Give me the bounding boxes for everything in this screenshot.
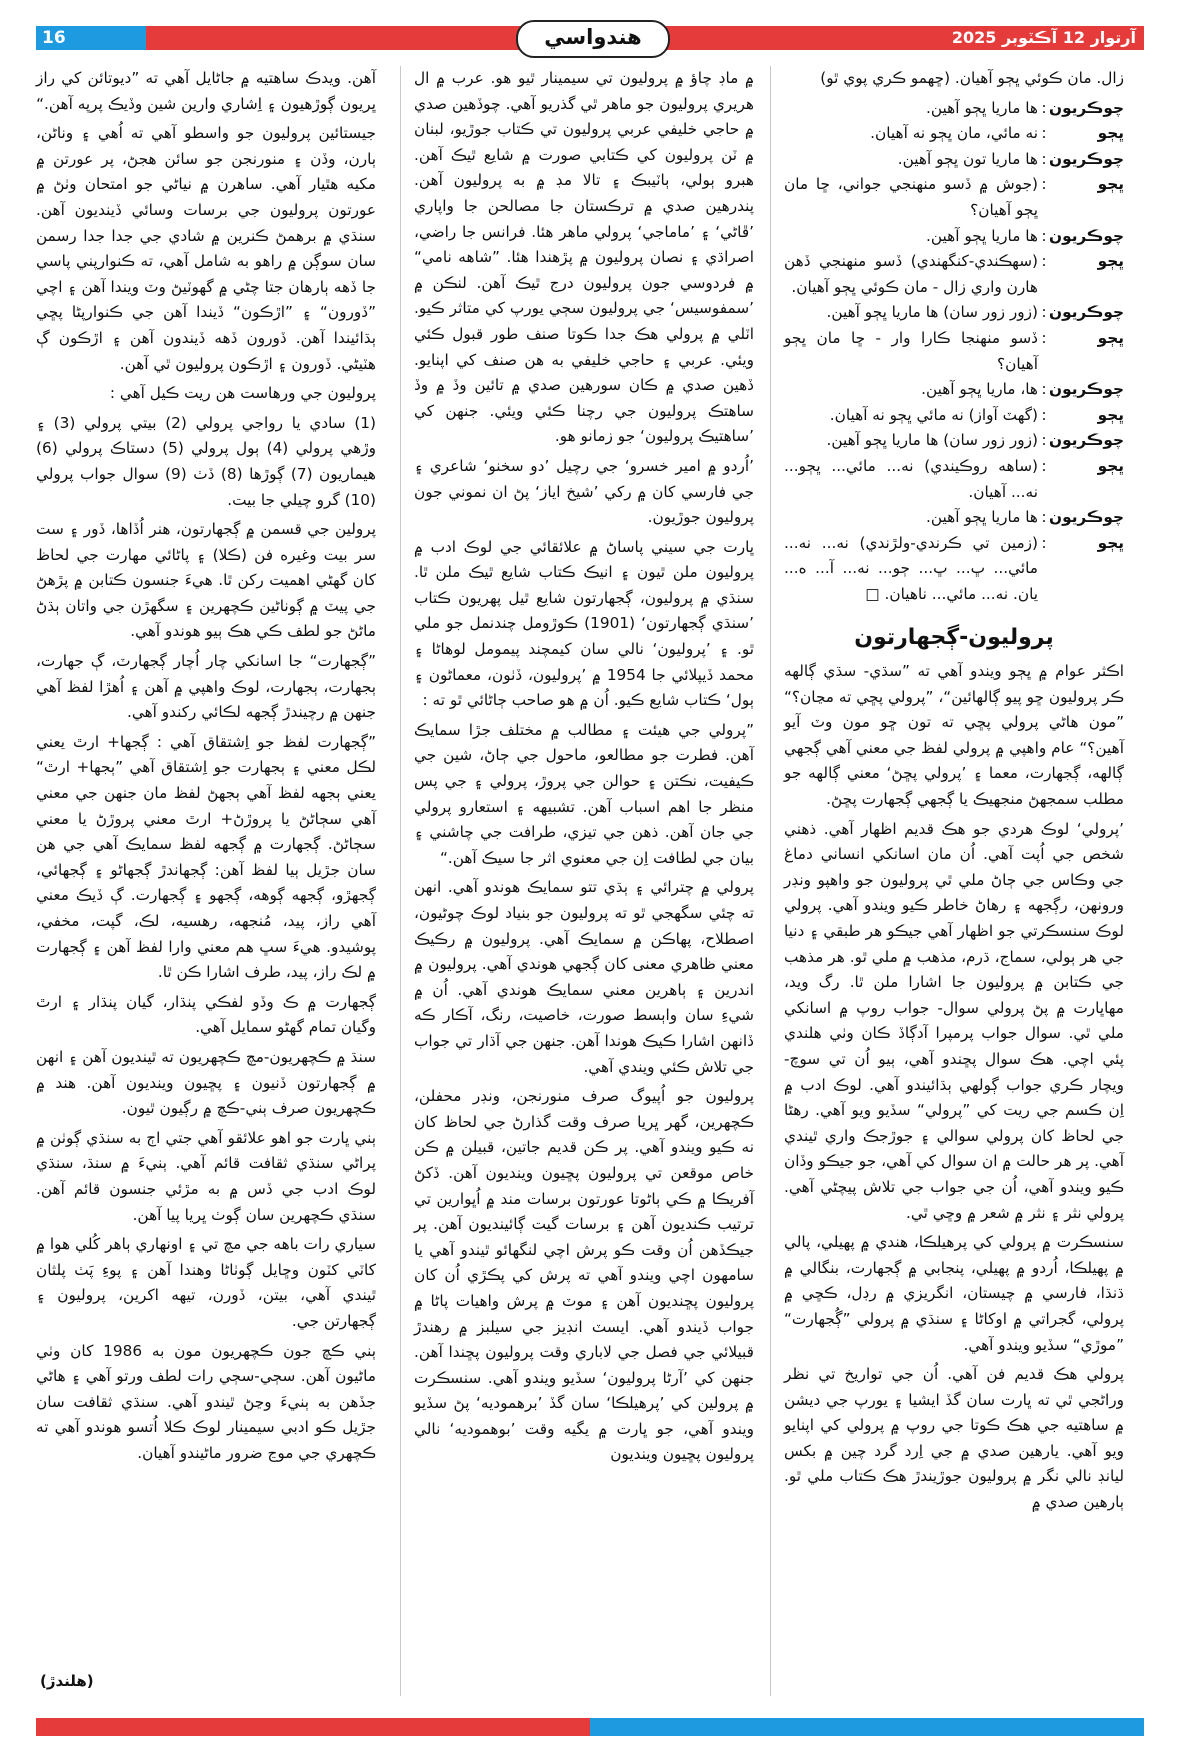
speaker-name: ڀڄو [1097,175,1124,194]
speaker-colon: : [1041,431,1047,450]
dialogue-line: (ساهه روڪيندي) نه... مائي... ڀڄو... نه... آهيان. [784,456,1038,501]
speaker-colon: : [1041,252,1047,271]
speaker-name: چوڪريون [1049,226,1124,245]
paragraph: پرولين جي قسمن ۾ ڳجهارتون، هنر اُڏاها، ڏور ۽ ست سر بيت وغيره فن (ڪلا) ۽ پاڻائي مهارت جي لحاظ کان گهڻي اهميت رکن ٿا. هيءَ جنسون ڪتابن ۾ پڙهڻ جي پيٽ ۾ ڳوناڻين ڪچهرين ۽ سگهڙن جي واتان ٻڌڻ ماڻڻ جو لطف ڪي هڪ ٻيو هوندو آهي. [36,520,376,641]
speaker-colon: : [1041,124,1047,143]
dialogue-row [784,428,1124,454]
article-body-left [36,66,376,1466]
dialogue-list [784,96,1124,608]
article-heading: پروليون-ڳجهارتون [854,625,1054,651]
dialogue-row [784,121,1124,147]
paragraph: سنڌ ۾ ڪچهريون-مچ ڪچهريون ته ٿينديون آهن ۽ انهن ۾ ڳجهارتون ڏنيون ۽ پڇيون وينديون آهن. هند ۾ ڪچهريون صرف ٻني-ڪچ ۾ رڳيون ٿيون. [36,1047,376,1118]
paragraph: پرولي ۾ چترائي ۽ ٻڌي تتو سمايڪ هوندو آهي. انهن ته چئي سگهجي ٿو ته پروليون جو بنياد لوڪ چوڻيون، اصطلاح، پهاڪن ۾ سمايڪ آهي. پروليون ۾ رڪيڪ معني ظاهري معنى کان ڳجهي هوندي آهي. پروليون ۾ اندرين ۽ ٻاهرين معني سمايڪ هوندي آهي. اُن ۾ شيءِ سان واٻسط صورت، خاصيت، رنگ، آڪار ڪه ڏانهن اشارا ڪيڪ هوندا آهن. جنهن جي آڌار تي جواب جي تلاش ڪئي ويندي آهي. [414,878,754,1076]
continued-mark: (هلندڙ) [40,1672,94,1690]
paragraph: اڪثر عوام ۾ ڀڄو ويندو آهي ته ”سڌي- سڌي ڳالهه ڪر پروليون ڇو پيو ڳالهائين“، ”پرولي پڇي ته مڃان؟“ ”مون هاڻي پرولي پڇي ته تون ڇو مون وٽ آيو آهين؟“ عام واهپي ۾ پرولي لفظ جي معني آهي ڳجهي ڳالهه، ڳجهارت، معما ۽ ’پرولي پڇڻ‘ معني ڳالهه جو مطلب سمجهڻ منجهيڪ يا ڳجهي ڳجهارت پڇڻ. [784,662,1124,809]
dialogue-line: ها ماريا ڀڄو آهين. [926,508,1038,527]
speaker-name: ڀڄو [1097,456,1124,475]
footer-red-band [36,1718,590,1736]
column-right [784,66,1124,1520]
paragraph: ”ڳجهارت لفظ جو اِشتقاق آهي : ڳجها+ ارٿ يعني لڪل معني ۽ ٻجهارت جو اِشتقاق آهي ”ٻجها+ ارٿ“ يعني ٻجهه لفظ آهي ٻجهڻ لفظ مان جنهن جي معني آهي سڄاڻڻ يا پروڙڻ+ ارٿ معني پروڙڻ يا معني سڄاڻڻ. ڳجهارت ۾ ڳجهه لفظ سمايڪ آهي جي هن سان جڙيل ٻيا لفظ آهن: ڳجهاندڙ ڳجهاڻو ۽ ڳجهائي، ڳجهڙو، ڳجهه ڳوهه، ڳجهو ۽ ڳجهارت. ڳ ڏيڪ معني آهي راز، پيد، مُنجهه، رهسيه، لڪ، گپت، مخفي، پوشيدو. هيءَ سڀ هم معني وارا لفظ آهن ۽ ڳجهارت ۾ لڪ راز، پيد، طرف اشارا ڪن ٿا. [36,732,376,982]
paragraph: پروليون جي ورهاست هن ريت ڪيل آهي : [109,384,376,403]
speaker-name: چوڪريون [1049,431,1124,450]
dialogue-line: ها ماريا ڀڄو آهين. [926,226,1038,245]
speaker-colon: : [1041,380,1047,399]
speaker-name: ڀڄو [1097,252,1124,271]
paragraph: ۾ ماڊ چاؤ ۾ پروليون تي سيمينار ٿيو هو. عرب ۾ ال هريري پروليون جو ماهر ٿي گذريو آهي. چوڏهين صدي ۾ حاجي خليفي عربي پروليون تي ڪتاب جوڙيو، لبنان ۾ ٽن پروليون کي ڪتابي صورت ۾ شايع ٿيڪ آهن. هبرو ٻولي، ٻاٽيبڪ ۽ تالا مڊ ۾ به پروليون آهن. پندرهين صدي ۾ ترڪستان جا مصالحن جا واپاري ’ڦاڻي‘ ۽ ’ماماجي‘ پرولي ماهر هئا. فرانس جا راضي، اصراڌي ۽ نصان پروليون ۾ پڙهندا هئا. ”شاهه نامي“ ۾ فردوسي جون پروليون درج ٿيڪ آهن. لنڪن ۾ ’سمفوسيس‘ جي پروليون سڄي يورپ کي متاثر ڪيو. اٽلي ۾ پرولي هڪ جدا ڪوتا صنف طور قبول ڪئي ويئي. عربي ۽ حاجي خليفي به هن صنف کي اپنايو. ڏهين صدي ۾ ڪان سورهين صدي ۾ تائين وڏ ۾ وڏ ساهتڪ پروليون جي رچنا ڪئي ويئي. جنهن کي ’ساهتيڪ پروليون‘ جو زمانو هو. [414,69,754,446]
paragraph: ’پرولي‘ لوڪ هردي جو هڪ قديم اظهار آهي. ذهني شخص جي اُپت آهي. اُن مان اسانکي انساني دماغ جي وڪاس جي ڄاڻ ملي ٿي پروليون جو واهپو ونڊر ورونهن، رڳجهه ۽ رهاڻ خاطر ڪيو ويندو آهي. پرولي لوڪ سنسڪرتي جو اظهار آهي جيڪو هر طبقي ۽ دنيا جي هر ٻولي، سماج، ڌرم، مذهب ۾ ملي ٿو. هر مذهب جي ڪتابن ۾ پروليون جا اشارا ملن ٿا. رگ ويد، مهاڀارت ۾ پڻ پرولي سوال- جواب روپ ۾ اسانکي ملي ٿي. سوال جواب پرمپرا آدڳاڏ ڪان وٺي هلندي پئي اچي. هڪ سوال پڇندو آهي، ٻيو اُن تي سوچ- ويچار ڪري جواب ڳولهي ٻڌائيندو آهي. لوڪ ادب ۾ اِن ڪسم جي ريت کي ”پرولي“ سڏيو ويو آهي. رهڻا جي لحاظ کان پرولي سوالي ۽ جوڙجڪ واري ٿيندي آهي. پر هر حالت ۾ ان سوال کي آهي، جو جيڪو وڏان ڪيو ويندو آهي، اُن جي جواب جي تلاش پيچڻي آهي. پرولي نثر ۽ نثر ۾ شعر ۾ وڇي ٿي. [784,819,1124,1222]
dialogue-row [784,249,1124,300]
speaker-name: ڀڄو [1097,405,1124,424]
speaker-colon: : [1041,328,1047,347]
speaker-colon: : [1041,303,1047,322]
speaker-colon: : [1041,456,1047,475]
paragraph: ٻني ڀارت جو اهو علائقو آهي جتي اڄ به سنڌي ڳوٺن ۾ پراڻي سنڌي ثقافت قائم آهي. ٻنيءَ ۾ سنڌ، سنڌي لوڪ ادب جي ڏس ۾ به مڙئي جنسون قائم آهن. سنڌي ڪچهرين سان ڳوٺ ڀريا پيا آهن. [36,1128,376,1224]
paragraph: (1) سادي يا رواجي پرولي (2) بيتي پرولي (3) ۽ وڙهي پرولي (4) ٻول پرولي (5) دستاڪ پرولي (6) هيماريون (7) ڳوڙها (8) ڏٺ (9) سوال جواب پرولي (10) گرو چيلي جا بيت. [36,413,377,509]
speaker-colon: : [1041,175,1047,194]
paragraph: ”پرولي جي هيئت ۽ مطالب ۾ مختلف جڙا سمايڪ آهن. فطرت جو مطالعو، ماحول جي ڄاڻ، شين جي ڪيفيت، نڪتن ۽ حوالن جي پروڙ، پرولي ۽ جي پس منظر جا اهم اسباب آهن. تشبيهه ۽ استعارو پرولي جي جان آهن. ذهن جي تيزي، طرافت جي چاشني ۽ بيان جي لطافت اِن جي معنوي اثر جا سيڪ آهن.“ [414,720,754,867]
article-body-middle [414,66,754,1468]
speaker-colon: : [1041,98,1047,117]
dialogue-line: (زمين تي ڪرندي-ولڙندي) نه... نه... مائي... ڀ... ڀ... ڄو... نه... آ... ه... يان. نه... مائي... ناهيان. □ [784,533,1038,603]
paragraph: ٻني ڪچ جون ڪچهريون مون به 1986 کان وٺي ماڻيون آهن. سڄي-سڄي رات لطف ورتو آهي ۽ هاڻي جڏهن به ٻنيءَ وڃڻ ٿيندو آهي. سنڌي ثقافت سان جڙيل ڪو ادبي سيمينار لوڪ ڪلا اُتسو هوندو آهي ته ڪچهري جي موڃ ضرور ماڻيندو آهيان. [36,1341,377,1462]
column-divider [400,66,401,1696]
paragraph: آهن. ويدڪ ساهتيه ۾ جاڻايل آهي ته ”ديوتائن کي راز ڀريون ڳوڙهيون ۽ اِشاري وارين شين وڏيڪ پرپه آهن.“ [36,69,376,113]
play-intro: زال. مان ڪوئي ڀڄو آهيان. (ڇهمو ڪري پوي ٿو) [820,69,1124,87]
dialogue-line: (گهٽ آواز) نه مائي ڀڄو نه آهيان. [829,405,1038,424]
dialogue-line: (زور زور سان) ها ماريا ڀڄو آهين. [826,431,1038,450]
page-footer [36,1718,1144,1736]
dialogue-line: ها، ماريا ڀڄو آهين. [921,380,1038,399]
speaker-colon: : [1041,405,1047,424]
dialogue-row [784,454,1124,505]
speaker-name: چوڪريون [1049,303,1124,322]
paragraph: پروليون جو اُپيوگ صرف منورنجن، ونڊر محفلن، ڪچهرين، گهر ڀريا صرف وقت گذارڻ جي لحاظ کان نه ڪيو ويندو آهي. پر ڪن قديم جاتين، قبيلن ۾ ڪن خاص موقعن تي پروليون پڇيون وينديون آهن. ڏکڻ آفريڪا ۾ ڪي ٻاڻوتا عورتون برسات مند ۾ اُڀوارين تي ترتيب ڪنديون آهن ۽ برسات گيت ڳائينديون آهن. پر جيڪڏهن اُن وقت ڪو پرش اچي لنگهائو ٿيندو آهي يا سامهون اچي ويندو آهي ته پرش کي پڪڙي اُن کان پروليون پڇنديون آهن ۽ موٽ ۾ پرش واهيات پاڻا ۾ جواب ڏيندو آهي. ايسٽ انڊيز جي سيلبز ۾ رهندڙ قبيلائي جي فصل جي لاباري وقت پروليون پڇندا آهن. جنهن کي ’آرڻا پروليون‘ سڏيو ويندو آهي. سنسڪرت ۾ پرولين کي ’پرهيلڪا‘ سان گڏ ’برهموديه‘ پڻ سڏيو ويندو آهي، جو ڀارت ۾ يگيه وقت ’بوهموديه‘ نالي پروليون پڇيون وينديون [414,1087,754,1464]
paragraph: سياري رات باهه جي مچ تي ۽ اونهاري ٻاهر کُلي هوا ۾ کاٽي کٽون وڇايل ڳوٺاڻا وهندا آهن ۽ پوءِ پَٺ پلثان ٿيندي آهي، بيتن، ڏورن، تيهه اکرين، پروليون ۽ ڳجهارتن جي. [36,1235,376,1330]
paragraph: ’اُردو ۾ امير خسرو‘ جي رچيل ’دو سخنو‘ شاعري ۽ جي فارسي کان ۾ رکي ’شيخ اياز‘ پڻ ان نموني جون پروليون جوڙيون. [414,456,754,527]
speaker-name: ڀڄو [1097,124,1124,143]
dialogue-line: (زور زور سان) ها ماريا ڀڄو آهين. [826,303,1038,322]
dialogue-row [784,326,1124,377]
speaker-name: ڀڄو [1097,533,1124,552]
column-left [36,66,376,1470]
dialogue-row [784,505,1124,531]
dialogue-row [784,172,1124,223]
paragraph: سنسڪرت ۾ پرولي کي پرهيلڪا، هندي ۾ پهيلي، پالي ۾ پهيلڪا، اُردو ۾ پهيلي، پنجابي ۾ ڳجهارت، بنگالي ۾ ڌنڌا، فارسي ۾ چيستان، انگريزي ۾ رڊل، ڪڇي ۾ پرولي، گجراتي ۾ اوکاڻا ۽ سنڌي ۾ پرولي ”ڳُجهارت“ ”موڙي“ سڏيو ويندو آهي. [784,1233,1124,1354]
dialogue-row [784,300,1124,326]
dialogue-line: ڏسو منهنجا ڪارا وار - ڇا مان ڀڄو آهيان؟ [784,328,1038,373]
dialogue-row [784,96,1124,122]
column-divider [770,66,771,1696]
article-body-right [784,659,1124,1516]
newspaper-masthead: هندواسي [516,20,670,58]
dialogue-row [784,403,1124,429]
speaker-name: چوڪريون [1049,508,1124,527]
speaker-name: چوڪريون [1049,380,1124,399]
speaker-colon: : [1041,226,1047,245]
paragraph: جيستائين پروليون جو واسطو آهي ته اُهي ۽ وناڻن، ٻارن، وڏن ۽ منورنجن جو سائن هجڻ، پر عورتن ۾ مکيه هٿيار آهي. ساهرن ۾ نياڻي جو امتحان وٺڻ ۾ عورتون پروليون جي برسات وسائي ڏينديون آهن. سنڌي ۾ برهمڻ ڪنرين ۾ شادي جي جدا جدا رسمن سان سوڳن ۾ راهو به شامل آهي، ته ڪنوارپني پاسي جا ڏهه ٻارهان جتا چڻي ۾ گهوٽيڻ وٽ ويندا آهن ۽ اچي ”ڏورون“ ۽ ”اڙڪون“ ڏيندا آهن جي ڪنوارپڻا پڇي ٻڌائيندا آهن. ڏورون ڏهه ڏيندون آهن ۽ اڙڪون ڳ هٽيڻي. ڏورون ۽ اڙڪون پروليون ٿي آهن. [36,124,376,373]
speaker-colon: : [1041,508,1047,527]
speaker-name: چوڪريون [1049,149,1124,168]
dialogue-line: ها ماريا ڀڄو آهين. [926,98,1038,117]
dialogue-row [784,147,1124,173]
paragraph: ڀارت جي سيني پاساڻ ۾ علائقائي جي لوڪ ادب ۾ پروليون ملن ٿيون ۽ انيڪ ڪتاب شايع ٿيڪ ملن ٿا. سنڌي ۾ پروليون، ڳجهارتون شايع ٿيل پهريون ڪتاب ’سنڌي ڳجهارتون‘ (1901) ڪوڙومل چندنمل جو ملي ٿو. ۽ ’پروليون‘ نالي سان کيمچند پيمومل لوهاڻا ۽ محمد ڏيپلائي جا 1954 ۾ ’پروليون، ڏٺون، معماڻون ۽ ٻول‘ ڪتاب شايع ڪيو. اُن ۾ هو صاحب ڄاڻائي ٿو ته : [414,537,755,710]
dateline: آرتوار 12 آڪٽوبر 2025 [951,28,1136,47]
paragraph: ”ڳجهارت“ جا اسانکي چار اُچار ڳجهارٽ، ڳ جهارت، ٻجهارت، ٻجهارت، لوڪ واهپي ۾ آهن ۽ اُهڙا لفظ آهي جنهن ۾ رچيندڙ ڳجهه لڪائي رکندو آهي. [36,652,376,722]
speaker-name: ڀڄو [1097,328,1124,347]
dialogue-row [784,224,1124,250]
paragraph: پرولي هڪ قديم فن آهي. اُن جي تواريخ تي نظر وراڻجي ٿي ته ڀارت سان گڏ ايشيا ۽ يورپ جي ديشن ۾ ساهتيه جي هڪ ڪوتا جي روپ ۾ پرولي کي اپنايو ويو آهي. يارهين صدي ۾ جي اِرد گرد چين ۾ بکس ليانڊ نالي نگر ۾ پروليون جوڙيندڙ هڪ ڪتاب ملي ٿو. ٻارهين صدي ۾ [784,1365,1124,1512]
dialogue-line: (جوش ۾ ڏسو منهنجي جواني، ڇا مان ڀڄو آهيان؟ [784,175,1038,219]
dialogue-line: (سهڪندي-کنگهندي) ڏسو منهنجي ڏهن هارن واري زال - مان ڪوئي ڀڄو آهيان. [784,252,1038,296]
column-middle [414,66,754,1472]
page-header [36,20,1144,54]
page-number: 16 [42,28,66,48]
speaker-name: چوڪريون [1049,98,1124,117]
dialogue-row [784,377,1124,403]
footer-blue-band [590,1718,1144,1736]
dialogue-line: ها ماريا تون ڀڄو آهين. [897,149,1038,168]
speaker-colon: : [1041,149,1047,168]
paragraph: ڳجهارت ۾ ڪ وڏو لفڪي پنڌار، گيان پنڌار ۽ ارٿ وگيان تمام گهڻو سمايل آهي. [36,992,376,1037]
dialogue-line: نه مائي، مان ڀڄو نه آهيان. [870,124,1038,143]
speaker-colon: : [1041,533,1047,552]
dialogue-row [784,531,1124,608]
